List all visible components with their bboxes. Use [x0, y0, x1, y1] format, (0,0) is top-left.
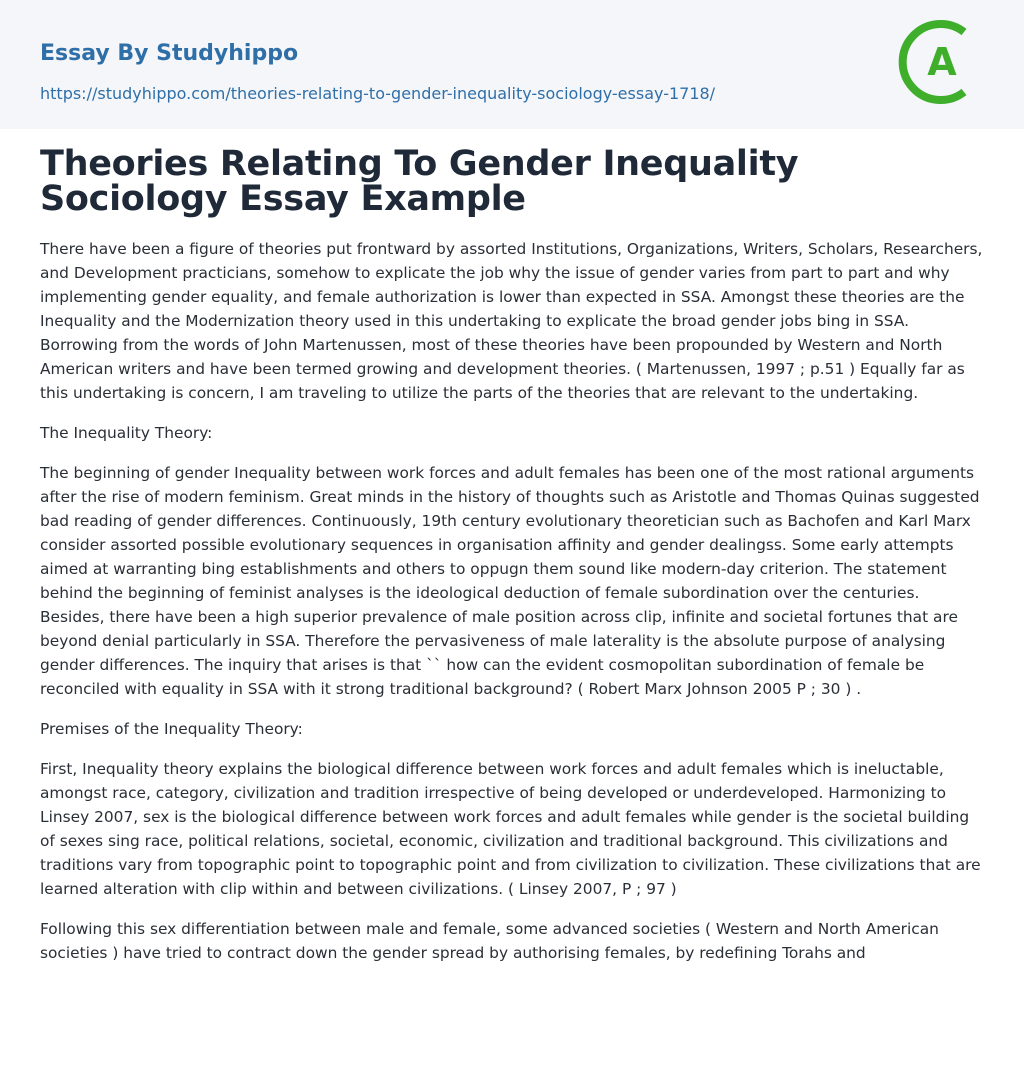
section-heading-premises: Premises of the Inequality Theory:: [40, 720, 303, 738]
logo-letter: A: [927, 40, 957, 84]
paragraph-sex-differentiation: Following this sex differentiation between male and female, some advanced societies ( Western and North American societies ) have tried to contract down the gender spread by authorising females, by redefining Torahs and: [40, 920, 939, 962]
brand-name[interactable]: Essay By Studyhippo: [40, 41, 299, 66]
section-heading-inequality-theory: The Inequality Theory:: [40, 424, 213, 442]
source-url-link[interactable]: https://studyhippo.com/theories-relating-to-gender-inequality-sociology-essay-1718/: [40, 84, 716, 103]
article: [0, 129, 1024, 965]
page-title: Theories Relating To Gender Inequality Sociology Essay Example: [40, 144, 799, 219]
site-header: [0, 0, 1024, 129]
paragraph-intro: There have been a figure of theories put frontward by assorted Institutions, Organizations, Writers, Scholars, Researchers, and Development practicians, somehow to explicate the job why the issue of gender varies from part to part and why implementing gender equality, and female authorization is lower than expected in SSA. Amongst these theories are the Inequality and the Modernization theory used in this undertaking to explicate the broad gender jobs bing in SSA. Borrowing from the words of John Martenussen, most of these theories have been propounded by Western and North American writers and have been termed growing and development theories. ( Martenussen, 1997 ; p.51 ) Equally far as this undertaking is concern, I am traveling to utilize the parts of the theories that are relevant to the undertaking.: [40, 240, 983, 402]
paragraph-inequality-origin: The beginning of gender Inequality between work forces and adult females has been one of the most rational arguments after the rise of modern feminism. Great minds in the history of thoughts such as Aristotle and Thomas Quinas suggested bad reading of gender differences. Continuously, 19th century evolutionary theoretician such as Bachofen and Karl Marx consider assorted possible evolutionary sequences in organisation affinity and gender dealingss. Some early attempts aimed at warranting bing establishments and others to oppugn them sound like modern-day criterion. The statement behind the beginning of feminist analyses is the ideological deduction of female subordination over the centuries. Besides, there have been a high superior prevalence of male position across clip, infinite and societal fortunes that are beyond denial particularly in SSA. Therefore the pervasiveness of male laterality is the absolute purpose of analysing gender differences. The inquiry that arises is that `` how can the evident cosmopolitan subordination of female be reconciled with equality in SSA with it strong traditional background? ( Robert Marx Johnson 2005 P ; 30 ) .: [40, 464, 980, 698]
paragraph-premises: First, Inequality theory explains the biological difference between work forces and adult females which is ineluctable, amongst race, category, civilization and tradition irrespective of being developed or underdeveloped. Harmonizing to Linsey 2007, sex is the biological difference between work forces and adult females while gender is the societal building of sexes sing race, political relations, societal, economic, civilization and traditional background. This civilizations and traditions vary from topographic point to topographic point and from civilization to civilization. These civilizations that are learned alteration with clip within and between civilizations. ( Linsey 2007, P ; 97 ): [40, 760, 981, 898]
studyhippo-logo-icon[interactable]: [898, 18, 986, 106]
